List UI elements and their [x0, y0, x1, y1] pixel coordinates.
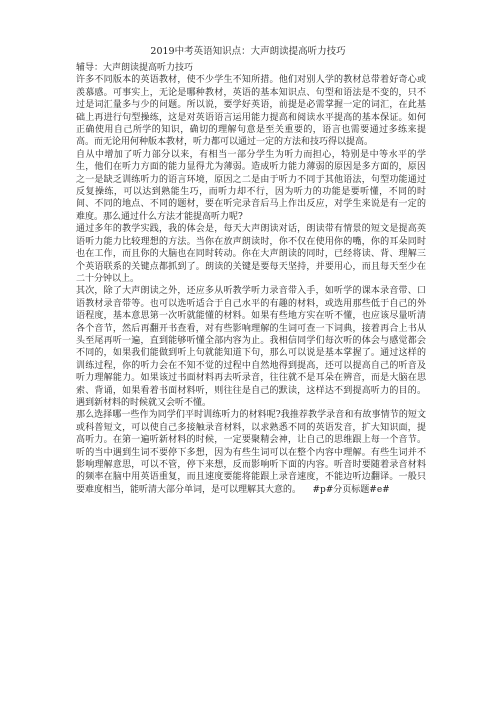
paragraph: 辅导：大声朗读提高听力技巧 — [76, 63, 194, 73]
paragraph: 许多不同版本的英语教材，使不少学生不知所措。他们对别人学的教材总带着好奇心或羡慕感。可事实上，无论是哪种教材，英语的基本知识点、句型和语法是不变的，只不过是词汇量多与少的问题。所以说，要学好英语，前提是必需掌握一定的词汇，在此基础上再进行句型操练，这是对英语语言运用能力提高和阅读水平提高的基本保证。如何正确使用自己所学的知识，确切的理解句意是至关重要的，语言也需要通过多练来提高。而无论用何种版本教材，听力都可以通过一定的方法和技巧得以提高。 — [76, 75, 426, 148]
page-break-marker: #p#分页标题#e# — [312, 484, 390, 495]
document-body — [76, 62, 426, 496]
paragraph — [76, 409, 426, 496]
paragraph-text: 那么选择哪一些作为同学们平时训练听力的材料呢?我推荐教学录音和有故事情节的短文或科普短文，可以使自己多接触录音材料，以求熟悉不同的英语发音，扩大知识面，提高听力。在第一遍听新材料的时候，一定要聚精会神，让自己的思维跟上每一个音节。听的当中遇到生词不要停下多想，因为有些生词可以在整个内容中理解。有些生词并不影响理解意思，可以不管，停下来想，反而影响听下面的内容。听音时要随着录音材料的频率在脑中用英语重复，而且速度要能将能跟上录音速度，不能边听边翻译。一般只要难度相当，能听清大部分单词，是可以理解其大意的。 — [76, 410, 426, 495]
paragraph: 通过多年的教学实践，我的体会是，每天大声朗读对话，朗读带有情景的短文是提高英语听力能力比较理想的方法。当你在放声朗读时，你不仅在使用你的嘴，你的耳朵同时也在工作，而且你的大脑也在同时转动。你在大声朗读的同时，已经将读、背、理解三个英语联系的关键点都抓到了。朗读的关键是要每天坚持，并要用心，而且每天至少在二十分钟以上。 — [76, 224, 426, 284]
paragraph: 自从中增加了听力部分以来，有相当一部分学生为听力而担心，特别是中等水平的学生，他们在听力方面的能力显得尤为薄弱。造成听力能力薄弱的原因是多方面的，原因之一是缺乏训练听力的语言环境，原因之二是由于听力不同于其他语法，句型功能通过反复操练，可以达到熟能生巧，而听力却不行，因为听力的功能是要听懂，不同的时间、不同的地点、不同的题材，要在听完录音后马上作出反应，对学生来说是有一定的难度。那么通过什么方法才能提高听力呢? — [76, 149, 426, 222]
paragraph: 其次，除了大声朗读之外，还应多从听教学听力录音带入手，如听学的课本录音带、口语教材录音带等。也可以选听适合于自己水平的有趣的材料，或选用那些低于自己的外语程度，基本意思第一次听就能懂的材料。如果有些地方实在听不懂，也应该尽量听清各个音节，然后再翻开书查看，对有些影响理解的生词可查一下词典，接着再合上书从头至尾再听一遍，直到能够听懂全部内容为止。我相信同学们每次听的体会与感觉都会不同的，如果我们能做到听上句就能知道下句，那么可以说是基本掌握了。通过这样的训练过程，你的听力会在不知不觉的过程中自然地得到提高，还可以提高自己的听音及听力理解能力。如果该过书面材料再去听录音，往往就不是耳朵在辨音，而是大脑在思索、背诵，如果看着书面材料听，则往往是自己的默读，这样达不到提高听力的目的。遇到新材料的时候就又会听不懂。 — [76, 286, 426, 408]
document-title: 2019中考英语知识点：大声朗读提高听力技巧 — [150, 46, 346, 57]
